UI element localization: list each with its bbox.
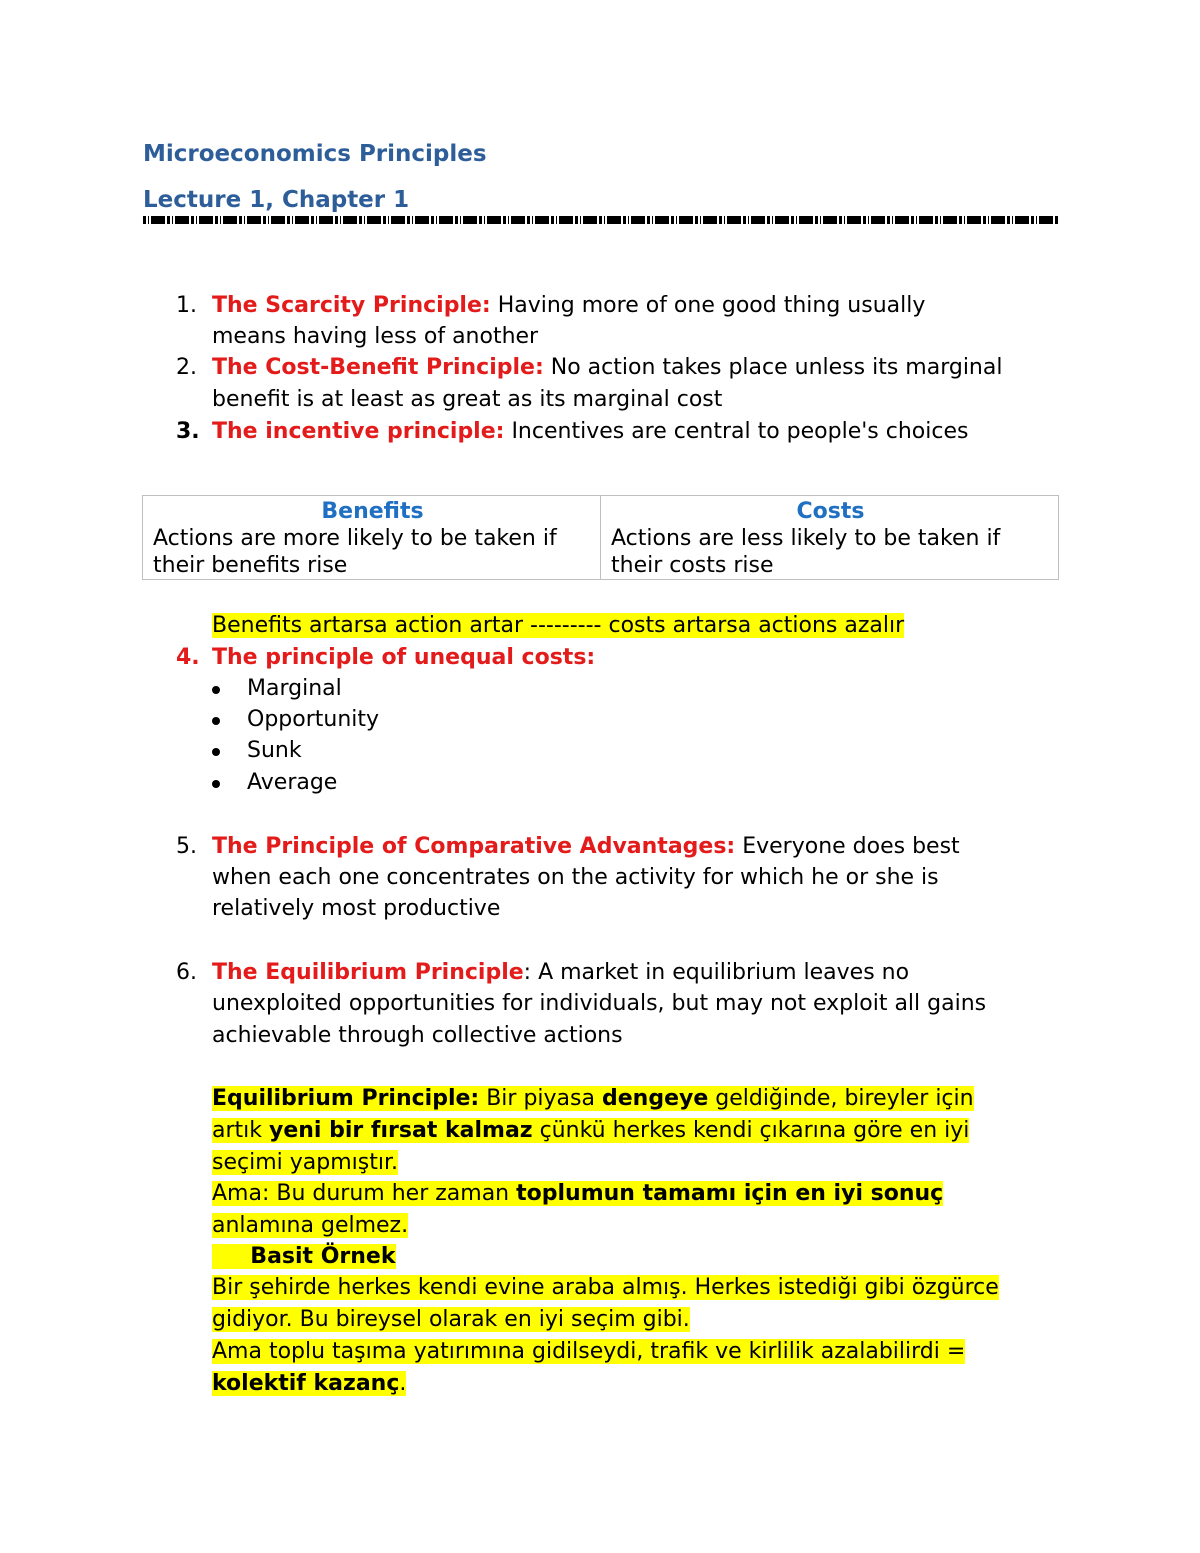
principle-6-cont: achievable through collective actions: [212, 1023, 623, 1048]
principle-3: [212, 416, 968, 448]
costs-text: Actions are less likely to be taken if their costs rise: [611, 526, 1001, 578]
tr-text: .: [399, 1371, 407, 1396]
tr-bold: toplumun tamamı için en iyi sonuç: [516, 1181, 944, 1206]
principle-text: Having more of one good thing usually: [490, 293, 926, 318]
tr-text: gidiyor. Bu bireysel olarak en iyi seçim gibi.: [212, 1307, 690, 1332]
bullet-icon: [212, 780, 220, 788]
tr-bold: kolektif kazanç: [212, 1371, 400, 1396]
tr-text: anlamına gelmez.: [212, 1213, 409, 1238]
costs-cell: [601, 496, 1059, 580]
principle-text: No action takes place unless its marginal: [543, 355, 1003, 380]
tr-line: [212, 1210, 408, 1242]
bullet-icon: [212, 686, 220, 694]
tr-text: geldiğinde, bireyler için: [708, 1086, 974, 1111]
principle-6-cont: unexploited opportunities for individuals, but may not exploit all gains: [212, 991, 987, 1016]
tr-line: [212, 1083, 974, 1115]
page-subtitle: Lecture 1, Chapter 1: [143, 187, 410, 213]
principle-name: The incentive principle:: [212, 419, 505, 444]
tr-line: [212, 1178, 943, 1210]
tr-line: [212, 1115, 969, 1147]
principle-name: The Equilibrium Principle: [212, 960, 524, 985]
principle-5: [212, 831, 960, 863]
list-number: 3.: [176, 419, 200, 444]
tr-line: [212, 1241, 396, 1273]
tr-line: [212, 1147, 398, 1179]
note-text: Benefits artarsa action artar --------- costs artarsa actions azalır: [212, 613, 905, 638]
benefits-costs-table: [142, 495, 1059, 580]
list-item: Sunk: [247, 738, 302, 763]
tr-line: [212, 1272, 999, 1304]
tr-bold: dengeye: [601, 1086, 709, 1111]
principle-5-cont: relatively most productive: [212, 896, 501, 921]
principle-4: The principle of unequal costs:: [212, 645, 596, 670]
principle-name: The Scarcity Principle:: [212, 293, 491, 318]
principle-text: Everyone does best: [735, 834, 960, 859]
tr-text: Bir şehirde herkes kendi evine araba almış. Herkes istediği gibi özgürce: [212, 1275, 999, 1300]
principle-2-cont: benefit is at least as great as its marginal cost: [212, 387, 723, 412]
principle-5-cont: when each one concentrates on the activity for which he or she is: [212, 865, 939, 890]
costs-header: Costs: [796, 499, 865, 524]
principle-1: [212, 290, 925, 322]
list-number: 2.: [176, 355, 197, 380]
principle-name: The Cost-Benefit Principle:: [212, 355, 544, 380]
list-number: 4.: [176, 645, 200, 670]
list-item: Average: [247, 770, 338, 795]
tr-example-heading: Basit Örnek: [212, 1244, 396, 1269]
principle-text: : A market in equilibrium leaves no: [523, 960, 910, 985]
benefits-cell: [143, 496, 601, 580]
tr-text: Ama toplu taşıma yatırımına gidilseydi, trafik ve kirlilik azalabilirdi =: [212, 1339, 966, 1364]
principle-6: [212, 957, 909, 989]
tr-text: seçimi yapmıştır.: [212, 1150, 398, 1175]
bullet-icon: [212, 748, 220, 756]
list-item: Marginal: [247, 676, 342, 701]
tr-text: Ama: Bu durum her zaman: [212, 1181, 517, 1206]
tr-text: çünkü herkes kendi çıkarına göre en iyi: [532, 1118, 970, 1143]
principle-1-cont: means having less of another: [212, 324, 539, 349]
benefits-text: Actions are more likely to be taken if their benefits rise: [153, 526, 557, 578]
highlighted-note: [212, 610, 904, 642]
tr-bold: yeni bir fırsat kalmaz: [269, 1118, 533, 1143]
tr-bold: Equilibrium Principle:: [212, 1086, 480, 1111]
tr-text: artık: [212, 1118, 269, 1143]
list-number: 5.: [176, 834, 197, 859]
tr-text: Bir piyasa: [479, 1086, 602, 1111]
page-title: Microeconomics Principles: [143, 141, 487, 167]
principle-2: [212, 352, 1002, 384]
tr-line: [212, 1336, 965, 1368]
principle-text: Incentives are central to people's choices: [504, 419, 969, 444]
title-underline: [143, 216, 1058, 224]
principle-name: The Principle of Comparative Advantages:: [212, 834, 736, 859]
list-item: Opportunity: [247, 707, 380, 732]
list-number: 1.: [176, 293, 197, 318]
benefits-header: Benefits: [321, 499, 424, 524]
tr-line: [212, 1368, 406, 1400]
bullet-icon: [212, 717, 220, 725]
tr-line: [212, 1304, 690, 1336]
list-number: 6.: [176, 960, 197, 985]
